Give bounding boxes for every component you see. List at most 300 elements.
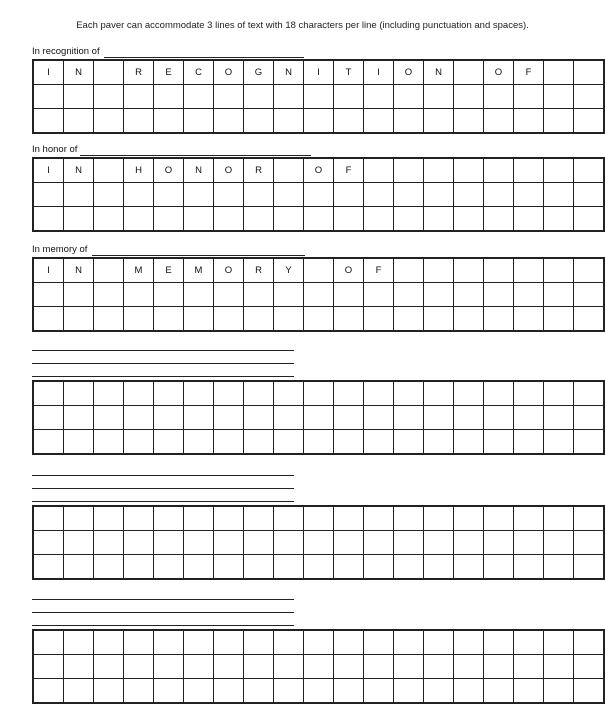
letter-cell[interactable] <box>304 283 334 307</box>
letter-cell[interactable] <box>124 655 154 679</box>
letter-cell[interactable] <box>544 307 574 332</box>
letter-cell[interactable] <box>514 283 544 307</box>
letter-cell[interactable] <box>484 307 514 332</box>
letter-cell[interactable] <box>154 406 184 430</box>
letter-cell[interactable] <box>484 655 514 679</box>
letter-cell[interactable] <box>574 555 605 580</box>
letter-cell[interactable]: I <box>33 60 64 85</box>
letter-cell[interactable] <box>244 207 274 232</box>
letter-cell[interactable] <box>334 283 364 307</box>
letter-cell[interactable] <box>424 258 454 283</box>
letter-cell[interactable] <box>364 109 394 134</box>
letter-cell[interactable] <box>424 655 454 679</box>
letter-cell[interactable] <box>94 258 124 283</box>
letter-cell[interactable] <box>574 109 605 134</box>
memory-name-line[interactable] <box>92 255 305 256</box>
letter-cell[interactable] <box>64 109 94 134</box>
blank-line[interactable] <box>32 612 294 613</box>
letter-cell[interactable] <box>64 307 94 332</box>
letter-cell[interactable] <box>364 406 394 430</box>
letter-cell[interactable] <box>454 531 484 555</box>
letter-cell[interactable] <box>424 207 454 232</box>
letter-cell[interactable] <box>544 258 574 283</box>
letter-cell[interactable] <box>364 430 394 455</box>
letter-cell[interactable] <box>514 109 544 134</box>
letter-cell[interactable]: N <box>64 258 94 283</box>
letter-cell[interactable] <box>514 555 544 580</box>
letter-cell[interactable] <box>214 307 244 332</box>
letter-cell[interactable] <box>394 430 424 455</box>
letter-cell[interactable] <box>33 307 64 332</box>
letter-cell[interactable] <box>274 307 304 332</box>
letter-cell[interactable] <box>544 655 574 679</box>
letter-cell[interactable] <box>33 679 64 704</box>
letter-cell[interactable] <box>304 531 334 555</box>
letter-cell[interactable] <box>304 307 334 332</box>
letter-cell[interactable] <box>214 381 244 406</box>
letter-cell[interactable]: O <box>154 158 184 183</box>
letter-cell[interactable] <box>574 630 605 655</box>
letter-cell[interactable] <box>424 531 454 555</box>
letter-cell[interactable] <box>424 85 454 109</box>
letter-cell[interactable] <box>394 531 424 555</box>
letter-cell[interactable]: G <box>244 60 274 85</box>
letter-cell[interactable] <box>394 655 424 679</box>
letter-cell[interactable] <box>394 258 424 283</box>
letter-cell[interactable] <box>33 506 64 531</box>
letter-cell[interactable] <box>484 555 514 580</box>
letter-cell[interactable] <box>274 207 304 232</box>
letter-cell[interactable] <box>364 158 394 183</box>
letter-cell[interactable] <box>454 506 484 531</box>
letter-cell[interactable] <box>484 531 514 555</box>
letter-cell[interactable] <box>424 506 454 531</box>
letter-cell[interactable] <box>454 406 484 430</box>
letter-cell[interactable] <box>94 283 124 307</box>
letter-cell[interactable] <box>64 630 94 655</box>
letter-cell[interactable] <box>574 430 605 455</box>
letter-cell[interactable] <box>454 60 484 85</box>
letter-cell[interactable] <box>454 158 484 183</box>
letter-cell[interactable]: O <box>214 60 244 85</box>
letter-cell[interactable] <box>64 679 94 704</box>
letter-cell[interactable] <box>274 283 304 307</box>
letter-cell[interactable] <box>574 506 605 531</box>
letter-cell[interactable]: Y <box>274 258 304 283</box>
letter-cell[interactable] <box>124 406 154 430</box>
letter-cell[interactable] <box>484 630 514 655</box>
letter-cell[interactable] <box>304 555 334 580</box>
letter-cell[interactable] <box>244 655 274 679</box>
letter-cell[interactable] <box>334 85 364 109</box>
letter-cell[interactable] <box>334 630 364 655</box>
letter-cell[interactable] <box>124 531 154 555</box>
letter-cell[interactable] <box>244 630 274 655</box>
letter-cell[interactable] <box>94 430 124 455</box>
letter-cell[interactable] <box>424 430 454 455</box>
letter-cell[interactable] <box>274 109 304 134</box>
letter-cell[interactable] <box>574 531 605 555</box>
letter-cell[interactable] <box>184 109 214 134</box>
letter-cell[interactable] <box>154 630 184 655</box>
letter-cell[interactable] <box>574 381 605 406</box>
letter-cell[interactable] <box>274 555 304 580</box>
letter-cell[interactable] <box>154 506 184 531</box>
letter-cell[interactable] <box>154 207 184 232</box>
letter-cell[interactable]: E <box>154 60 184 85</box>
blank-line[interactable] <box>32 501 294 502</box>
letter-cell[interactable] <box>514 506 544 531</box>
letter-cell[interactable] <box>33 555 64 580</box>
letter-cell[interactable] <box>514 307 544 332</box>
letter-cell[interactable] <box>514 679 544 704</box>
letter-cell[interactable] <box>94 555 124 580</box>
letter-cell[interactable] <box>94 109 124 134</box>
letter-cell[interactable] <box>394 207 424 232</box>
letter-cell[interactable] <box>394 158 424 183</box>
letter-cell[interactable] <box>184 307 214 332</box>
letter-cell[interactable] <box>514 207 544 232</box>
letter-cell[interactable] <box>244 506 274 531</box>
letter-cell[interactable] <box>33 109 64 134</box>
letter-cell[interactable] <box>154 183 184 207</box>
letter-cell[interactable] <box>574 183 605 207</box>
letter-cell[interactable] <box>454 430 484 455</box>
letter-cell[interactable] <box>274 506 304 531</box>
letter-cell[interactable] <box>304 109 334 134</box>
letter-cell[interactable] <box>364 531 394 555</box>
letter-cell[interactable] <box>454 630 484 655</box>
letter-cell[interactable] <box>33 430 64 455</box>
letter-cell[interactable] <box>424 630 454 655</box>
letter-cell[interactable] <box>154 655 184 679</box>
letter-cell[interactable] <box>334 430 364 455</box>
letter-cell[interactable] <box>64 381 94 406</box>
letter-cell[interactable] <box>214 655 244 679</box>
letter-cell[interactable] <box>424 183 454 207</box>
letter-cell[interactable] <box>244 85 274 109</box>
letter-cell[interactable]: I <box>304 60 334 85</box>
letter-cell[interactable]: R <box>244 258 274 283</box>
letter-cell[interactable] <box>214 183 244 207</box>
letter-cell[interactable] <box>424 381 454 406</box>
letter-cell[interactable]: O <box>304 158 334 183</box>
letter-cell[interactable] <box>33 283 64 307</box>
letter-cell[interactable] <box>454 555 484 580</box>
letter-cell[interactable] <box>514 183 544 207</box>
letter-cell[interactable] <box>64 430 94 455</box>
letter-cell[interactable] <box>574 85 605 109</box>
letter-cell[interactable] <box>484 506 514 531</box>
letter-cell[interactable] <box>334 506 364 531</box>
letter-cell[interactable] <box>544 207 574 232</box>
letter-cell[interactable] <box>124 381 154 406</box>
letter-cell[interactable] <box>64 506 94 531</box>
letter-cell[interactable] <box>214 430 244 455</box>
letter-cell[interactable] <box>33 531 64 555</box>
letter-cell[interactable] <box>214 506 244 531</box>
letter-cell[interactable] <box>454 109 484 134</box>
letter-cell[interactable] <box>214 555 244 580</box>
letter-cell[interactable] <box>94 531 124 555</box>
letter-cell[interactable] <box>214 283 244 307</box>
letter-cell[interactable] <box>304 381 334 406</box>
letter-cell[interactable] <box>514 630 544 655</box>
letter-cell[interactable] <box>184 406 214 430</box>
letter-cell[interactable] <box>574 655 605 679</box>
letter-cell[interactable] <box>64 207 94 232</box>
letter-cell[interactable] <box>484 207 514 232</box>
letter-cell[interactable] <box>574 60 605 85</box>
letter-cell[interactable] <box>244 679 274 704</box>
letter-cell[interactable] <box>574 283 605 307</box>
letter-cell[interactable] <box>94 207 124 232</box>
letter-cell[interactable] <box>484 381 514 406</box>
letter-cell[interactable] <box>304 183 334 207</box>
letter-cell[interactable]: F <box>514 60 544 85</box>
letter-cell[interactable] <box>484 85 514 109</box>
letter-cell[interactable] <box>214 207 244 232</box>
letter-cell[interactable] <box>154 531 184 555</box>
letter-cell[interactable] <box>334 531 364 555</box>
letter-cell[interactable] <box>244 183 274 207</box>
letter-cell[interactable] <box>544 630 574 655</box>
letter-cell[interactable] <box>334 555 364 580</box>
letter-cell[interactable] <box>484 430 514 455</box>
letter-cell[interactable] <box>64 406 94 430</box>
letter-cell[interactable] <box>544 555 574 580</box>
letter-cell[interactable] <box>484 283 514 307</box>
letter-cell[interactable] <box>274 531 304 555</box>
letter-cell[interactable] <box>394 283 424 307</box>
letter-cell[interactable] <box>214 531 244 555</box>
letter-cell[interactable] <box>544 60 574 85</box>
letter-cell[interactable] <box>544 381 574 406</box>
letter-cell[interactable]: R <box>124 60 154 85</box>
letter-cell[interactable] <box>184 430 214 455</box>
letter-cell[interactable] <box>484 258 514 283</box>
letter-cell[interactable]: I <box>364 60 394 85</box>
letter-cell[interactable] <box>364 85 394 109</box>
letter-cell[interactable] <box>94 307 124 332</box>
letter-cell[interactable] <box>154 430 184 455</box>
letter-cell[interactable] <box>544 109 574 134</box>
letter-cell[interactable]: O <box>394 60 424 85</box>
letter-cell[interactable]: N <box>64 158 94 183</box>
letter-cell[interactable] <box>304 655 334 679</box>
letter-cell[interactable] <box>94 183 124 207</box>
letter-cell[interactable] <box>394 630 424 655</box>
letter-cell[interactable] <box>544 158 574 183</box>
letter-cell[interactable] <box>33 207 64 232</box>
letter-cell[interactable] <box>364 307 394 332</box>
letter-cell[interactable] <box>154 85 184 109</box>
letter-cell[interactable] <box>544 679 574 704</box>
letter-cell[interactable] <box>454 655 484 679</box>
letter-cell[interactable]: E <box>154 258 184 283</box>
letter-cell[interactable] <box>274 158 304 183</box>
blank-line[interactable] <box>32 625 294 626</box>
letter-cell[interactable] <box>184 183 214 207</box>
letter-cell[interactable] <box>124 630 154 655</box>
letter-cell[interactable] <box>394 307 424 332</box>
letter-cell[interactable] <box>334 207 364 232</box>
letter-cell[interactable] <box>424 679 454 704</box>
letter-cell[interactable] <box>154 109 184 134</box>
letter-cell[interactable] <box>214 679 244 704</box>
letter-cell[interactable] <box>544 531 574 555</box>
letter-cell[interactable] <box>184 531 214 555</box>
letter-cell[interactable] <box>244 381 274 406</box>
blank-line[interactable] <box>32 350 294 351</box>
letter-cell[interactable] <box>64 283 94 307</box>
letter-cell[interactable]: F <box>334 158 364 183</box>
letter-cell[interactable] <box>124 506 154 531</box>
letter-cell[interactable] <box>334 655 364 679</box>
letter-cell[interactable] <box>304 430 334 455</box>
letter-cell[interactable] <box>64 85 94 109</box>
letter-cell[interactable] <box>484 109 514 134</box>
letter-cell[interactable] <box>184 506 214 531</box>
letter-cell[interactable] <box>214 406 244 430</box>
letter-cell[interactable] <box>124 307 154 332</box>
letter-cell[interactable] <box>454 258 484 283</box>
letter-cell[interactable] <box>94 630 124 655</box>
letter-cell[interactable] <box>364 655 394 679</box>
letter-cell[interactable] <box>484 183 514 207</box>
letter-cell[interactable] <box>94 381 124 406</box>
letter-cell[interactable]: O <box>214 258 244 283</box>
letter-cell[interactable] <box>364 207 394 232</box>
letter-cell[interactable] <box>544 406 574 430</box>
letter-cell[interactable]: M <box>184 258 214 283</box>
letter-cell[interactable] <box>394 183 424 207</box>
letter-cell[interactable] <box>64 555 94 580</box>
blank-line[interactable] <box>32 599 294 600</box>
letter-cell[interactable] <box>304 679 334 704</box>
letter-cell[interactable] <box>574 406 605 430</box>
letter-cell[interactable] <box>33 381 64 406</box>
letter-cell[interactable] <box>304 207 334 232</box>
letter-cell[interactable] <box>514 406 544 430</box>
letter-cell[interactable] <box>184 655 214 679</box>
letter-cell[interactable] <box>394 85 424 109</box>
letter-cell[interactable] <box>544 183 574 207</box>
letter-cell[interactable] <box>454 85 484 109</box>
letter-cell[interactable] <box>514 85 544 109</box>
letter-cell[interactable] <box>394 555 424 580</box>
letter-cell[interactable] <box>94 506 124 531</box>
letter-cell[interactable] <box>64 183 94 207</box>
letter-cell[interactable] <box>274 85 304 109</box>
letter-cell[interactable] <box>184 679 214 704</box>
letter-cell[interactable] <box>424 406 454 430</box>
letter-cell[interactable] <box>544 283 574 307</box>
letter-cell[interactable] <box>124 283 154 307</box>
letter-cell[interactable] <box>94 655 124 679</box>
letter-cell[interactable]: O <box>334 258 364 283</box>
letter-cell[interactable] <box>244 430 274 455</box>
letter-cell[interactable] <box>184 630 214 655</box>
letter-cell[interactable] <box>154 307 184 332</box>
letter-cell[interactable] <box>514 158 544 183</box>
letter-cell[interactable] <box>484 679 514 704</box>
letter-cell[interactable] <box>454 183 484 207</box>
letter-cell[interactable] <box>274 381 304 406</box>
letter-cell[interactable] <box>124 183 154 207</box>
letter-cell[interactable] <box>334 183 364 207</box>
letter-cell[interactable] <box>244 531 274 555</box>
letter-cell[interactable] <box>424 555 454 580</box>
letter-cell[interactable]: I <box>33 258 64 283</box>
letter-cell[interactable] <box>184 381 214 406</box>
letter-cell[interactable] <box>244 307 274 332</box>
letter-cell[interactable] <box>214 630 244 655</box>
letter-cell[interactable] <box>244 283 274 307</box>
letter-cell[interactable] <box>214 85 244 109</box>
letter-cell[interactable] <box>364 283 394 307</box>
letter-cell[interactable] <box>334 381 364 406</box>
letter-cell[interactable] <box>574 679 605 704</box>
letter-cell[interactable] <box>184 207 214 232</box>
blank-line[interactable] <box>32 488 294 489</box>
letter-cell[interactable] <box>274 679 304 704</box>
letter-cell[interactable] <box>484 158 514 183</box>
letter-cell[interactable] <box>94 60 124 85</box>
letter-cell[interactable]: I <box>33 158 64 183</box>
letter-cell[interactable]: N <box>424 60 454 85</box>
blank-line[interactable] <box>32 475 294 476</box>
letter-cell[interactable] <box>364 679 394 704</box>
letter-cell[interactable] <box>184 555 214 580</box>
letter-cell[interactable]: M <box>124 258 154 283</box>
letter-cell[interactable] <box>304 258 334 283</box>
letter-cell[interactable] <box>304 506 334 531</box>
letter-cell[interactable] <box>364 506 394 531</box>
letter-cell[interactable] <box>544 506 574 531</box>
letter-cell[interactable] <box>154 555 184 580</box>
letter-cell[interactable] <box>33 183 64 207</box>
letter-cell[interactable] <box>304 85 334 109</box>
letter-cell[interactable] <box>304 406 334 430</box>
letter-cell[interactable] <box>124 85 154 109</box>
letter-cell[interactable]: O <box>214 158 244 183</box>
letter-cell[interactable] <box>514 258 544 283</box>
letter-cell[interactable] <box>244 555 274 580</box>
letter-cell[interactable] <box>184 283 214 307</box>
letter-cell[interactable] <box>454 307 484 332</box>
letter-cell[interactable] <box>64 655 94 679</box>
letter-cell[interactable] <box>574 158 605 183</box>
letter-cell[interactable] <box>334 307 364 332</box>
letter-cell[interactable] <box>454 207 484 232</box>
letter-cell[interactable] <box>574 207 605 232</box>
letter-cell[interactable] <box>33 655 64 679</box>
blank-line[interactable] <box>32 376 294 377</box>
letter-cell[interactable]: N <box>274 60 304 85</box>
letter-cell[interactable] <box>154 679 184 704</box>
letter-cell[interactable] <box>514 381 544 406</box>
letter-cell[interactable] <box>484 406 514 430</box>
letter-cell[interactable] <box>124 555 154 580</box>
letter-cell[interactable] <box>364 555 394 580</box>
blank-line[interactable] <box>32 363 294 364</box>
letter-cell[interactable] <box>64 531 94 555</box>
letter-cell[interactable] <box>94 158 124 183</box>
letter-cell[interactable] <box>334 406 364 430</box>
letter-cell[interactable] <box>574 258 605 283</box>
letter-cell[interactable] <box>364 381 394 406</box>
